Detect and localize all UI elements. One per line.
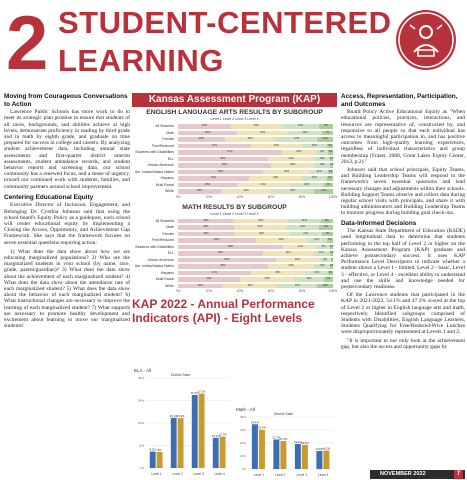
- bar-segment: 2%: [329, 163, 334, 166]
- category-label: All Students: [155, 124, 174, 128]
- axis-tick: 60%: [267, 194, 275, 199]
- bar-track: [178, 163, 333, 168]
- bar-segment: 10%: [314, 157, 330, 162]
- x-tick-label: Level 2: [275, 473, 286, 477]
- data-label: 22.7%: [272, 435, 281, 440]
- bar-segment: 9%: [319, 124, 333, 129]
- bar-track: [178, 144, 333, 149]
- bar-segment: 60%: [178, 163, 271, 168]
- data-label: 24.9%: [176, 414, 185, 419]
- bar-segment: 36%: [178, 219, 234, 224]
- data-label: 14.2%: [322, 446, 331, 451]
- bar-track: [178, 277, 333, 282]
- api-ela-chart: [132, 366, 234, 478]
- bar-segment: 12%: [314, 189, 333, 194]
- api-bar-chart: [234, 405, 338, 479]
- x-tick-label: Level 3: [296, 473, 307, 477]
- bar-segment: 4%: [328, 176, 332, 179]
- category-label: Multi-Racial: [155, 182, 174, 187]
- bar-track: [178, 183, 333, 188]
- bar: [192, 395, 198, 468]
- page-title-line2: LEARNING: [58, 43, 224, 78]
- bar-segment: 21%: [286, 225, 319, 230]
- bar-segment: 4%: [328, 238, 332, 241]
- category-label: ELL: [167, 251, 174, 255]
- bar-track: [178, 264, 333, 269]
- data-label: 18.6%: [300, 440, 309, 445]
- bar-segment: 29%: [178, 284, 223, 289]
- x-axis: [132, 195, 337, 201]
- paragraph: "It is important to not only look at the achievement gap, but also the access and opportunity gaps by: [341, 337, 465, 350]
- bar-segment: 22%: [283, 245, 317, 250]
- paragraph: Lawrence Public Schools has more work to do to meet its strategic plan promise to ensure that students of all races, backgrounds, and abilities achieve at high levels, demonstrate proficiency in reading by third grade and in math by eighth grade, and graduate on time prepared for success in college and careers. By analyzing student achievement data, including annual state assessments and first-quarter district interim assessments, student attendance records, and student behavior reports and screening data, our school community has a renewed focus, and a sense of urgency, toward our continued work with students, families, and community partners around school improvement.: [4, 109, 130, 190]
- axis-tick: 20%: [205, 289, 213, 293]
- bar-track: [178, 170, 333, 175]
- section-heading: Moving from Courageous Conversations to Action: [4, 93, 128, 108]
- kap-banner: Kansas Assessment Program (KAP): [132, 93, 337, 107]
- bar-segment: 6%: [324, 277, 333, 282]
- bar-segment: 35%: [223, 284, 277, 289]
- x-tick-label: Level 4: [318, 473, 329, 477]
- bar-segment: 38%: [178, 131, 237, 136]
- bar-segment: 35%: [251, 271, 305, 276]
- bar-segment: 24%: [282, 124, 319, 129]
- bar-segment: 22%: [290, 183, 324, 188]
- bar: [157, 452, 163, 468]
- bar-segment: 10%: [314, 264, 330, 269]
- y-tick-label: 45%: [137, 376, 144, 380]
- bar-segment: 7%: [322, 232, 333, 237]
- bar-segment: 68%: [178, 245, 283, 250]
- bar-segment: 30%: [263, 170, 310, 175]
- section-heading: Centering Educational Equity: [4, 193, 94, 201]
- student-learning-icon: [396, 10, 456, 70]
- bar-segment: 3%: [328, 150, 333, 153]
- bar: [150, 452, 156, 468]
- issue-date: NOVEMBER 2022: [380, 471, 426, 477]
- bar: [171, 418, 177, 468]
- bar-segment: 8%: [317, 245, 329, 250]
- y-tick-label: 23%: [137, 421, 144, 425]
- bar-track: [178, 238, 333, 243]
- bar-segment: 10%: [317, 284, 333, 289]
- bar-segment: 35%: [240, 277, 294, 282]
- bar-segment: [331, 258, 333, 263]
- right-column: [341, 93, 465, 350]
- axis-tick: 60%: [267, 289, 275, 293]
- ela-chart-legend: Level 1 Level 2 Level 3 Level 4: [210, 117, 259, 121]
- bar-segment: 34%: [237, 183, 290, 188]
- bar-segment: 33%: [256, 238, 307, 243]
- bar-segment: 46%: [178, 176, 249, 181]
- bar: [302, 445, 308, 469]
- bar: [220, 437, 226, 468]
- bar-segment: 10%: [317, 137, 333, 142]
- bar-track: [178, 150, 333, 155]
- bar-segment: 30%: [178, 137, 225, 142]
- bar-segment: 30%: [268, 264, 315, 269]
- category-label: Hispanic: [160, 176, 174, 180]
- category-label: African American: [147, 257, 174, 262]
- bar-segment: 28%: [276, 258, 319, 263]
- bar-segment: 32%: [221, 189, 271, 194]
- category-label: Free/Reduced: [151, 143, 174, 148]
- bar-track: [178, 124, 333, 129]
- bar-segment: 26%: [277, 284, 317, 289]
- bar: [280, 441, 286, 469]
- bar-segment: 4%: [328, 143, 332, 147]
- chart-legend: District State: [171, 373, 191, 377]
- category-label: Male: [166, 225, 174, 229]
- bar-segment: 22%: [288, 131, 322, 136]
- bar-track: [178, 251, 333, 256]
- bar-segment: 36%: [178, 225, 234, 230]
- left-column: [4, 93, 130, 329]
- x-tick-label: Level 3: [193, 472, 204, 476]
- axis-tick: 40%: [236, 289, 244, 293]
- category-label: Hispanic: [160, 270, 174, 275]
- data-label: 34.4%: [250, 420, 259, 425]
- bar-segment: 28%: [178, 189, 221, 194]
- data-label: 30.2%: [257, 425, 266, 430]
- x-axis: [132, 289, 337, 295]
- data-label: 37.2%: [197, 389, 206, 394]
- bar-segment: 47%: [178, 271, 251, 276]
- math-chart-title: MATH RESULTS BY SUBGROUP: [182, 203, 287, 211]
- chart-legend: District State: [274, 412, 294, 416]
- bar-segment: 19%: [294, 277, 323, 282]
- category-label: Female: [162, 231, 174, 236]
- bar-track: [178, 137, 333, 142]
- bar-segment: 3%: [328, 270, 333, 274]
- bar-segment: 33%: [251, 144, 302, 149]
- bar-segment: 21%: [290, 232, 323, 237]
- data-label: 25.1%: [169, 413, 178, 418]
- y-tick-label: 10%: [239, 454, 246, 458]
- bar-track: [178, 189, 333, 194]
- bar-segment: 63%: [178, 258, 276, 263]
- y-tick-label: 30%: [239, 428, 246, 432]
- axis-tick: 20%: [205, 194, 213, 199]
- api-bar-chart: [132, 366, 234, 478]
- category-label: White: [165, 283, 174, 288]
- bar-segment: 67%: [178, 150, 282, 155]
- bar-segment: 28%: [271, 189, 314, 194]
- bar-segment: 36%: [234, 232, 290, 237]
- data-label: 15.1%: [211, 433, 220, 438]
- bar-segment: 47%: [178, 144, 251, 149]
- ela-chart-title: ENGLISH LANGUAGE ARTS RESULTS BY SUBGROUP: [146, 109, 323, 116]
- category-label: Male: [166, 130, 174, 135]
- bar-segment: 2%: [329, 251, 334, 254]
- bar-segment: 58%: [178, 264, 268, 269]
- page-header: [0, 0, 467, 92]
- api-math-chart: [234, 405, 338, 479]
- axis-tick: 40%: [236, 194, 244, 199]
- data-label: 13.8%: [315, 447, 324, 452]
- y-tick-label: 20%: [239, 441, 246, 445]
- bar-segment: 11%: [313, 251, 330, 256]
- paragraph: Of the Lawrence students that participated in the KAP in 2021-2022, 54.1% and 47.3% scored at the top of Level 2 or higher in English language arts and math, respectively. Identified subgroups comprised of Students with Disabilities, English Language Learners, Students Qualifying for Free/Reduced-Price Lunches were disproportionately represented at Levels 1 and 2.: [341, 292, 465, 336]
- category-label: Female: [162, 137, 174, 141]
- bar-segment: 33%: [237, 131, 288, 136]
- bar-track: [178, 176, 333, 181]
- page-title-line1: STUDENT-CENTERED: [58, 5, 392, 40]
- category-label: Am. Indian/Alaska Native: [134, 264, 174, 268]
- bar-segment: 9%: [319, 225, 333, 230]
- bar-segment: 21%: [288, 219, 321, 224]
- bar-track: [178, 131, 333, 136]
- bar-segment: 7%: [322, 131, 333, 136]
- bar-segment: 8%: [319, 258, 331, 263]
- paragraph: 1) What does the data show about how we are educating marginalized populations? 2) Who are the marginalized students in your school (by name, race, grade, parent/guardian)? 3) What does the data show about the achievement of each marginalized student? 4) What does the data show about the attendance rate of each marginalized student? 5) What does the data show about the behavior of each marginalized student? 6) What instructional changes are necessary to improve the learning of each marginalized student? 7) What supports are necessary to promote healthy development and excitement about learning to move our marginalized students!: [4, 248, 130, 330]
- bar-segment: 27%: [276, 137, 318, 142]
- bar: [273, 439, 279, 469]
- paragraph: Executive Director of Inclusion, Engagement, and Belonging Dr. Cynthia Johnson said that using the school board's Equity Policy as a guidepost, each school will center educational equity by implementing a Closing the Access, Opportunity, and Achievement Gap Framework. She says that the framework focuses on seven essential questions requiring action:: [4, 202, 130, 246]
- paragraph: Board Policy Active Educational Equity as "When educational policies, practices, interactions, and resources are representative of, constructed by, and responsive to all people so that each individual has access to meaningful participation in, and has positive outcomes from high-quality learning experiences, regardless of individual characteristics and group membership (Fraser, 2008, Great Lakes Equity Center, 2012, p.2).": [341, 109, 465, 165]
- bar: [213, 438, 219, 468]
- ela-subgroup-chart: [132, 123, 337, 201]
- bar-segment: 35%: [234, 219, 288, 224]
- bar: [295, 444, 301, 469]
- y-tick-label: 40%: [239, 415, 246, 419]
- bar-segment: 13%: [307, 238, 327, 243]
- category-label: Am. Indian/Alaska Native: [134, 169, 174, 174]
- bar-segment: 40%: [178, 277, 240, 282]
- data-label: 15.7%: [218, 432, 227, 437]
- footer-bar: [370, 470, 465, 479]
- category-label: Multi-Racial: [155, 277, 174, 281]
- axis-tick: 100%: [328, 289, 338, 293]
- bar: [199, 394, 205, 468]
- paragraph: Johnson said that school principals, Equity Teams, and Building Leadership Teams will respond to the framework's seven essential questions and lead necessary changes and adjustments within their schools. Building Support Teams observe and collect data during regular school visits with principals, and share it with building administrators and Building Leadership Teams to monitor progress during building goal check-ins.: [341, 167, 465, 217]
- bar-segment: 8%: [321, 219, 333, 224]
- category-label: Free/Reduced: [151, 238, 174, 242]
- bar-segment: 34%: [249, 176, 302, 181]
- bar-segment: 3%: [328, 169, 333, 173]
- x-tick-label: Level 1: [151, 472, 162, 476]
- axis-tick: 0%: [175, 289, 181, 293]
- bar-segment: 28%: [271, 163, 314, 168]
- api-title: KAP 2022 - Annual Performance Indicators (API) - Eight Levels: [132, 297, 315, 325]
- bar-segment: 2%: [329, 264, 334, 267]
- chart-label: ELA - All: [134, 368, 152, 373]
- bar-track: [178, 157, 333, 162]
- bar-track: [178, 284, 333, 289]
- bar-segment: 33%: [231, 124, 282, 129]
- bar-segment: 22%: [282, 150, 316, 155]
- paragraph: The Kansas State Department of Education (KSDE) used longitudinal data to determine that students performing in the top half of Level 2 or higher on the Kansas Assessment Program (KAP) graduate and achieve postsecondary success. It uses KAP Performance Level Descriptors to indicate whether a student shows a Level 1 - limited, Level 2 - basic, Level 3 - effective, or Level 4 - excellent ability to understand and use the skills and knowledge needed for postsecondary readiness.: [341, 228, 465, 291]
- section-heading: Data-Informed Decisions: [341, 219, 417, 227]
- bar-segment: 34%: [178, 124, 231, 129]
- math-subgroup-chart: [132, 218, 337, 296]
- y-tick-label: 11%: [138, 443, 144, 448]
- bar-segment: 55%: [178, 251, 263, 256]
- x-tick-label: Level 2: [172, 472, 183, 476]
- bar: [252, 424, 258, 469]
- y-tick-label: 0%: [139, 466, 144, 470]
- bar-segment: 8%: [316, 150, 328, 155]
- bar-segment: 16%: [302, 176, 327, 181]
- category-label: White: [165, 189, 174, 193]
- category-label: African American: [147, 163, 174, 167]
- bar-track: [178, 258, 333, 263]
- bar-segment: 2%: [329, 156, 334, 160]
- bar-segment: 15%: [305, 271, 328, 276]
- bar-segment: 38%: [178, 183, 237, 188]
- chart-label: Math - All: [236, 407, 255, 412]
- category-label: All Students: [155, 218, 174, 223]
- category-label: Students with Disabilities: [135, 150, 174, 154]
- kap-panel: [132, 93, 337, 325]
- axis-tick: 80%: [298, 289, 306, 293]
- x-tick-label: Level 4: [214, 472, 225, 476]
- bar-segment: 50%: [178, 238, 256, 243]
- bar-segment: 36%: [178, 232, 234, 237]
- bar-segment: 10%: [314, 163, 330, 168]
- axis-tick: 0%: [175, 194, 181, 199]
- bar-track: [178, 225, 333, 230]
- axis-tick: 100%: [328, 194, 338, 199]
- bar: [259, 430, 265, 469]
- bar: [178, 418, 184, 468]
- data-label: 8.2%: [149, 447, 156, 452]
- axis-tick: 80%: [298, 194, 306, 199]
- category-label: ELL: [167, 156, 174, 161]
- bar-segment: 30%: [268, 157, 315, 162]
- y-tick-label: 34%: [137, 398, 144, 403]
- data-label: 19.2%: [293, 440, 302, 445]
- section-number: 2: [6, 1, 49, 86]
- bar-segment: 58%: [178, 157, 268, 162]
- data-label: 21.5%: [279, 437, 288, 442]
- bar: [323, 451, 329, 469]
- y-tick-label: 0%: [241, 467, 246, 471]
- page-number: 7: [454, 470, 463, 479]
- bar: [316, 451, 322, 469]
- bar-segment: 32%: [263, 251, 313, 256]
- data-label: 36.5%: [190, 391, 199, 395]
- bar-segment: 6%: [324, 183, 333, 188]
- bar-segment: 16%: [302, 144, 327, 149]
- category-label: Students with Disabilities: [135, 244, 174, 249]
- bar-segment: 33%: [225, 137, 276, 142]
- bar-track: [178, 271, 333, 276]
- data-label: 8%: [157, 448, 162, 452]
- section-heading: Access, Representation, Participation, and Outcomes: [341, 93, 458, 108]
- bar-segment: 34%: [234, 225, 287, 230]
- bar-segment: 55%: [178, 170, 263, 175]
- bar-segment: 12%: [310, 170, 329, 175]
- x-tick-label: Level 1: [253, 473, 264, 477]
- bar-track: [178, 219, 333, 224]
- bar-segment: 2%: [329, 244, 334, 248]
- bar-track: [178, 245, 333, 250]
- math-chart-legend: Level 1 Level 2 Level 3 Level 4: [210, 211, 259, 216]
- bar-track: [178, 232, 333, 237]
